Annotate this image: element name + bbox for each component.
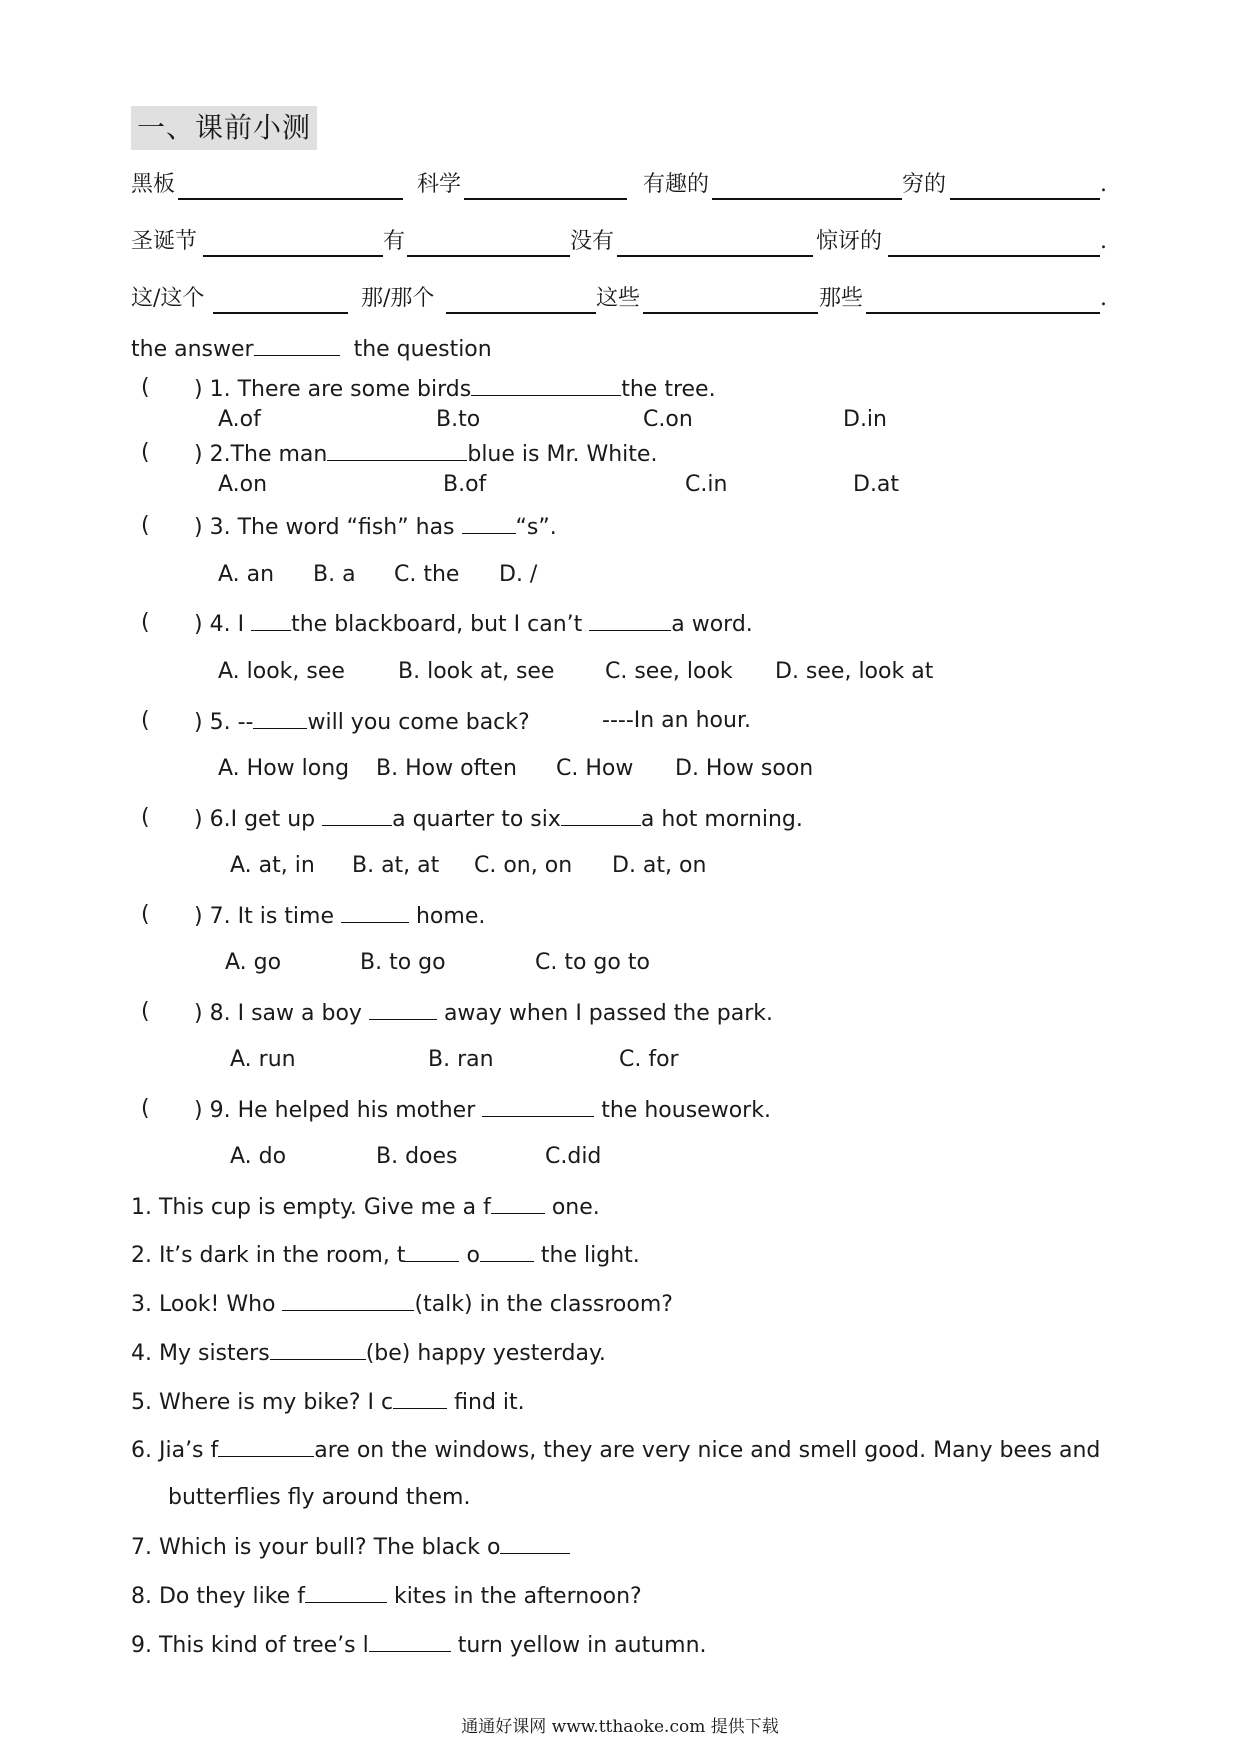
option-a[interactable]: A. at, in	[230, 853, 315, 878]
blank-line[interactable]	[322, 803, 392, 826]
question-text: I get up	[230, 807, 316, 832]
option-d[interactable]: D. at, on	[612, 853, 707, 878]
blank-line[interactable]	[251, 608, 291, 631]
fill-text: 6. Jia’s f	[131, 1438, 219, 1463]
vocab-label: 没有	[570, 229, 615, 254]
fill-text: 7. Which is your bull? The black o	[131, 1535, 501, 1560]
option-c[interactable]: C. on, on	[474, 853, 573, 878]
mc-question-2	[194, 438, 657, 470]
question-number: 9.	[209, 1098, 231, 1123]
question-text: will you come back?	[307, 710, 530, 735]
mc-question-5	[194, 706, 530, 738]
blank-line[interactable]	[305, 1580, 387, 1603]
option-a[interactable]: A. look, see	[218, 659, 345, 684]
fill-item-6-cont: butterflies fly around them.	[168, 1485, 471, 1510]
option-a[interactable]: A. run	[230, 1047, 296, 1072]
blank-line[interactable]	[500, 1531, 570, 1554]
blank-line[interactable]	[405, 1239, 459, 1262]
mc-question-8	[194, 997, 773, 1029]
blank-line[interactable]	[589, 608, 671, 631]
blank-line[interactable]	[341, 900, 409, 923]
vocab-row	[131, 227, 1121, 261]
question-text: home.	[415, 904, 486, 929]
fill-text: 9. This kind of tree’s l	[131, 1633, 369, 1658]
answer-paren-open: (	[141, 805, 150, 830]
blank-line[interactable]	[253, 706, 307, 729]
question-text: blue is Mr. White.	[467, 442, 658, 467]
vocab-label: 有	[383, 229, 406, 254]
question-text: the blackboard, but I can’t	[291, 612, 583, 637]
blank-line[interactable]	[561, 803, 641, 826]
question-text: I saw a boy	[237, 1001, 362, 1026]
fill-text: 5. Where is my bike? I c	[131, 1390, 394, 1415]
option-b[interactable]: B. to go	[360, 950, 446, 975]
blank-line[interactable]	[218, 1434, 314, 1457]
answer-paren-close: )	[194, 377, 203, 402]
period: .	[1100, 172, 1107, 197]
vocab-row	[131, 170, 1121, 204]
blank-line[interactable]	[213, 284, 348, 314]
question-text: the tree.	[621, 377, 716, 402]
question-number: 5.	[209, 710, 231, 735]
option-a[interactable]: A. How long	[218, 756, 350, 781]
mc-question-7	[194, 900, 485, 932]
question-text: the housework.	[601, 1098, 771, 1123]
answer-paren-open: (	[141, 1096, 150, 1121]
phrase-right: the question	[353, 337, 492, 362]
blank-line[interactable]	[203, 227, 383, 257]
fill-item-2	[131, 1239, 640, 1271]
option-b[interactable]: B. a	[313, 562, 356, 587]
option-a[interactable]: A. an	[218, 562, 275, 587]
blank-line[interactable]	[282, 1288, 414, 1311]
blank-line[interactable]	[462, 511, 516, 534]
option-d[interactable]: D. How soon	[675, 756, 814, 781]
fill-text: kites in the afternoon?	[393, 1584, 642, 1609]
option-c[interactable]: C. see, look	[605, 659, 733, 684]
answer-paren-close: )	[194, 904, 203, 929]
answer-paren-open: (	[141, 610, 150, 635]
mc-question-4	[194, 608, 753, 640]
blank-line[interactable]	[254, 333, 340, 356]
blank-line[interactable]	[327, 438, 467, 461]
question-text: There are some birds	[237, 377, 472, 402]
blank-line[interactable]	[369, 997, 437, 1020]
fill-text: find it.	[454, 1390, 525, 1415]
mc-question-3	[194, 511, 557, 543]
answer-paren-open: (	[141, 902, 150, 927]
fill-text: the light.	[540, 1243, 640, 1268]
answer-paren-close: )	[194, 442, 203, 467]
question-text: a quarter to six	[392, 807, 561, 832]
question-number: 2.	[209, 442, 231, 467]
answer-paren-close: )	[194, 710, 203, 735]
fill-text: 4. My sisters	[131, 1341, 270, 1366]
question-text: He helped his mother	[237, 1098, 476, 1123]
blank-line[interactable]	[178, 170, 403, 200]
option-c[interactable]: C. the	[394, 562, 460, 587]
fill-item-9	[131, 1629, 707, 1661]
question-number: 3.	[209, 515, 231, 540]
answer-paren-open: (	[141, 513, 150, 538]
blank-line[interactable]	[491, 1191, 545, 1214]
option-c[interactable]: C.on	[643, 407, 693, 432]
option-a[interactable]: A.of	[218, 407, 261, 432]
mc-question-1	[194, 373, 716, 405]
vocab-label: 圣诞节	[131, 229, 198, 254]
phrase-line	[131, 333, 492, 365]
question-number: 4.	[209, 612, 231, 637]
answer-paren-open: (	[141, 999, 150, 1024]
option-b[interactable]: B.to	[436, 407, 481, 432]
fill-text: 2. It’s dark in the room, t	[131, 1243, 406, 1268]
answer-paren-open: (	[141, 708, 150, 733]
question-text: “s”.	[515, 515, 557, 540]
blank-line[interactable]	[369, 1629, 451, 1652]
question-text: a hot morning.	[640, 807, 803, 832]
option-b[interactable]: B. at, at	[352, 853, 440, 878]
period: .	[1100, 229, 1107, 254]
vocab-label: 黑板	[131, 172, 176, 197]
answer-paren-open: (	[141, 440, 150, 465]
blank-line[interactable]	[643, 284, 818, 314]
mc-question-6	[194, 803, 803, 835]
fill-text: 1. This cup is empty. Give me a f	[131, 1195, 491, 1220]
fill-text: one.	[551, 1195, 600, 1220]
blank-line[interactable]	[480, 1239, 534, 1262]
blank-line[interactable]	[393, 1386, 447, 1409]
section-title: 一、课前小测	[131, 106, 317, 150]
phrase-left: the answer	[131, 337, 254, 362]
page-footer: 通通好课网 www.tthaoke.com 提供下载	[461, 1717, 779, 1737]
vocab-label: 科学	[417, 172, 462, 197]
period: .	[1100, 286, 1107, 311]
blank-line[interactable]	[712, 170, 902, 200]
fill-item-3	[131, 1288, 673, 1320]
vocab-row	[131, 284, 1121, 318]
fill-text: (talk) in the classroom?	[414, 1292, 673, 1317]
fill-text: turn yellow in autumn.	[457, 1633, 707, 1658]
answer-paren-close: )	[194, 515, 203, 540]
blank-line[interactable]	[407, 227, 570, 257]
option-a[interactable]: A. do	[230, 1144, 287, 1169]
option-c[interactable]: C. for	[619, 1047, 679, 1072]
blank-line[interactable]	[446, 284, 596, 314]
blank-line[interactable]	[950, 170, 1100, 200]
vocab-label: 这些	[596, 286, 641, 311]
option-d[interactable]: D. /	[499, 562, 538, 587]
fill-item-8	[131, 1580, 642, 1612]
fill-item-7	[131, 1531, 570, 1563]
option-d[interactable]: D.in	[843, 407, 887, 432]
vocab-label: 穷的	[902, 172, 947, 197]
fill-item-5	[131, 1386, 525, 1418]
question-text: It is time	[237, 904, 334, 929]
option-c[interactable]: C. How	[556, 756, 634, 781]
question-number: 1.	[209, 377, 231, 402]
answer-paren-open: (	[141, 375, 150, 400]
fill-item-6	[131, 1434, 1100, 1466]
option-c[interactable]: C.in	[685, 472, 728, 497]
option-a[interactable]: A. go	[225, 950, 282, 975]
fill-text: 8. Do they like f	[131, 1584, 305, 1609]
question-text: away when I passed the park.	[443, 1001, 773, 1026]
fill-text: 3. Look! Who	[131, 1292, 276, 1317]
question-number: 6.	[209, 807, 231, 832]
option-b[interactable]: B. does	[376, 1144, 458, 1169]
blank-line[interactable]	[888, 227, 1100, 257]
answer-paren-close: )	[194, 1098, 203, 1123]
option-b[interactable]: B. look at, see	[398, 659, 555, 684]
fill-text: (be) happy yesterday.	[365, 1341, 606, 1366]
option-d[interactable]: D. see, look at	[775, 659, 934, 684]
question-text: The man	[230, 442, 328, 467]
blank-line[interactable]	[866, 284, 1100, 314]
question-number: 8.	[209, 1001, 231, 1026]
blank-line[interactable]	[617, 227, 813, 257]
fill-text: o	[466, 1243, 480, 1268]
option-d[interactable]: D.at	[853, 472, 900, 497]
vocab-label: 那/那个	[361, 286, 435, 311]
fill-item-4	[131, 1337, 606, 1369]
fill-item-1	[131, 1191, 600, 1223]
answer-paren-close: )	[194, 612, 203, 637]
question-text: I	[237, 612, 245, 637]
vocab-label: 这/这个	[131, 286, 205, 311]
option-b[interactable]: B. ran	[428, 1047, 494, 1072]
option-c[interactable]: C. to go to	[535, 950, 650, 975]
option-c[interactable]: C.did	[545, 1144, 602, 1169]
blank-line[interactable]	[270, 1337, 366, 1360]
option-b[interactable]: B.of	[443, 472, 487, 497]
option-b[interactable]: B. How often	[376, 756, 517, 781]
mc-question-9	[194, 1094, 771, 1126]
vocab-label: 那些	[819, 286, 864, 311]
blank-line[interactable]	[482, 1094, 594, 1117]
vocab-label: 惊讶的	[816, 229, 883, 254]
blank-line[interactable]	[471, 373, 621, 396]
blank-line[interactable]	[464, 170, 627, 200]
question-text: a word.	[671, 612, 753, 637]
question-number: 7.	[209, 904, 231, 929]
mc-answer-5: ----In an hour.	[602, 708, 751, 733]
answer-paren-close: )	[194, 807, 203, 832]
fill-text: are on the windows, they are very nice and smell good. Many bees and	[314, 1438, 1101, 1463]
question-text: --	[237, 710, 254, 735]
option-a[interactable]: A.on	[218, 472, 268, 497]
vocab-label: 有趣的	[643, 172, 710, 197]
answer-paren-close: )	[194, 1001, 203, 1026]
question-text: The word “fish” has	[237, 515, 455, 540]
